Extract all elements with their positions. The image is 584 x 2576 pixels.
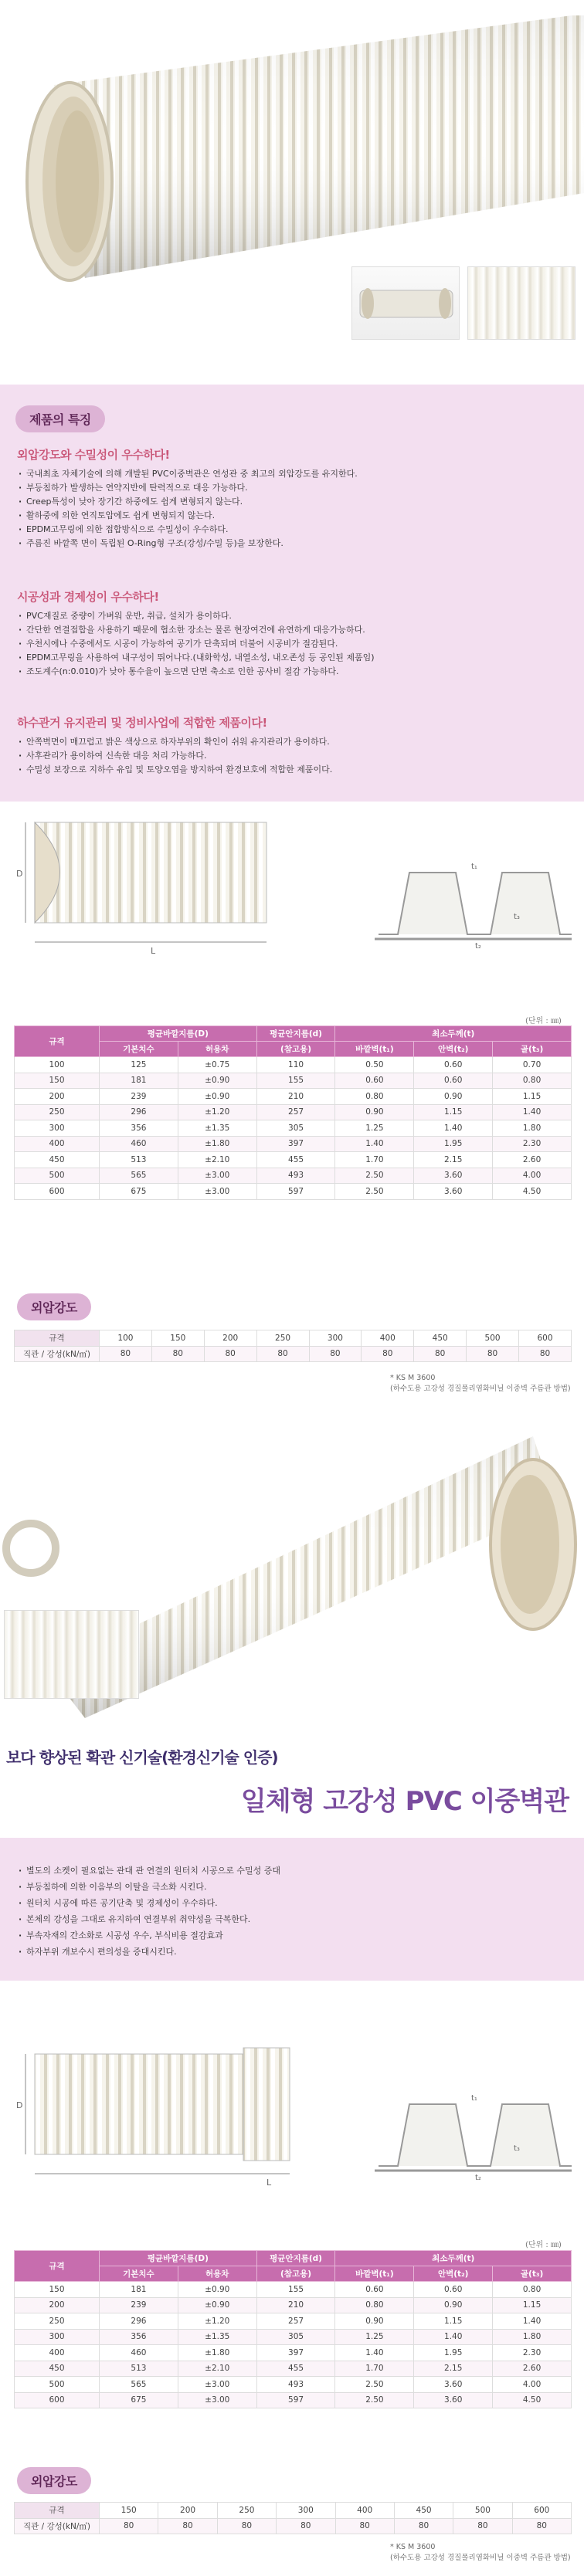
- table-cell: 0.60: [414, 2282, 493, 2298]
- strength-title-2: 외압강도: [17, 2467, 91, 2494]
- table-cell: 1.15: [493, 2297, 572, 2313]
- table-cell: 150: [151, 1330, 204, 1347]
- table-cell: 1.70: [335, 2361, 414, 2377]
- table-cell: 513: [100, 2361, 178, 2377]
- table-cell: 400: [362, 1330, 414, 1347]
- table-cell: 500: [15, 2377, 100, 2393]
- table-cell: 80: [335, 2518, 394, 2534]
- table-cell: 493: [256, 2377, 335, 2393]
- table-cell: ±0.90: [178, 1089, 256, 1105]
- table-cell: 80: [217, 2518, 276, 2534]
- table-cell: 80: [453, 2518, 512, 2534]
- table-cell: 1.70: [335, 1152, 414, 1168]
- table-cell: 356: [100, 2329, 178, 2345]
- table-cell: 1.40: [335, 1136, 414, 1152]
- table-cell: 2.50: [335, 2377, 414, 2393]
- table-cell: 600: [512, 2503, 571, 2519]
- col-t3: 골(t₃): [493, 1042, 572, 1057]
- col-inner-sub: (참고용): [256, 1042, 335, 1057]
- table-row: [15, 1089, 572, 1105]
- table-cell: 210: [256, 2297, 335, 2313]
- col-t2: 안벽(t₂): [414, 2266, 493, 2282]
- row-label: 규격: [15, 1330, 100, 1347]
- hero-pipe-image-2: [0, 1413, 584, 1722]
- col-t1: 바깥벽(t₁): [335, 1042, 414, 1057]
- table-cell: 0.80: [493, 1073, 572, 1089]
- table-row: [15, 1152, 572, 1168]
- table-cell: 250: [256, 1330, 309, 1347]
- table-cell: 2.15: [414, 1152, 493, 1168]
- table-cell: 597: [256, 1184, 335, 1200]
- table-cell: 500: [453, 2503, 512, 2519]
- table-cell: 397: [256, 1136, 335, 1152]
- table-cell: ±3.00: [178, 2377, 256, 2393]
- table-cell: 597: [256, 2392, 335, 2408]
- table-cell: ±1.35: [178, 1120, 256, 1137]
- diagram-label-l: L: [151, 946, 156, 956]
- table-cell: 2.50: [335, 1168, 414, 1184]
- table-cell: 4.00: [493, 2377, 572, 2393]
- table-cell: 257: [256, 1104, 335, 1120]
- table-cell: 0.80: [335, 1089, 414, 1105]
- section2-list: [17, 1863, 280, 1960]
- table-cell: 0.90: [414, 2297, 493, 2313]
- table-cell: 4.50: [493, 1184, 572, 1200]
- table-row: [15, 2377, 572, 2393]
- pipe-dimension-diagram: [12, 807, 313, 961]
- table-cell: 0.90: [335, 2313, 414, 2330]
- table-cell: 300: [277, 2503, 335, 2519]
- joint-photo-1: [351, 266, 460, 340]
- unit-label: (단위 : ㎜): [525, 1017, 562, 1025]
- col-base: 기본치수: [100, 2266, 178, 2282]
- table-cell: 1.15: [414, 2313, 493, 2330]
- table-cell: 565: [100, 2377, 178, 2393]
- table-cell: 675: [100, 1184, 178, 1200]
- table-cell: 80: [467, 1346, 519, 1362]
- col-inner: 평균안지름(d): [256, 1026, 335, 1042]
- table-cell: 181: [100, 1073, 178, 1089]
- feature-group-2: [17, 588, 375, 679]
- table-cell: 450: [15, 1152, 100, 1168]
- table-row: [15, 2361, 572, 2377]
- table-cell: 305: [256, 2329, 335, 2345]
- table-cell: 0.60: [335, 2282, 414, 2298]
- table-cell: 2.30: [493, 2345, 572, 2361]
- diagram-label-l: L: [267, 2178, 272, 2188]
- table-cell: 460: [100, 1136, 178, 1152]
- diagram-label-t2: t₂: [475, 942, 481, 950]
- table-cell: ±0.90: [178, 2297, 256, 2313]
- table-row: [15, 2329, 572, 2345]
- table-cell: ±2.10: [178, 1152, 256, 1168]
- list-item: · 국내최초 자체기술에 의해 개발된 PVC이중벽관은 연성관 중 최고의 외압강도를 유지한다.: [17, 467, 358, 481]
- standard-note-desc: (하수도용 고강성 경질폴리염화비닐 이중벽 주름관 방법): [390, 1385, 571, 1393]
- table-cell: 4.50: [493, 2392, 572, 2408]
- table-cell: 300: [309, 1330, 362, 1347]
- table-cell: 300: [15, 2329, 100, 2345]
- feature-group-1: [17, 446, 358, 551]
- list-item: · 안쪽벽면이 매끄럽고 밝은 색상으로 하자부위의 확인이 쉬워 유지관리가 용이하다.: [17, 735, 332, 749]
- table-cell: 455: [256, 2361, 335, 2377]
- wall-profile-diagram: [375, 857, 572, 950]
- table-cell: 257: [256, 2313, 335, 2330]
- table-cell: 1.25: [335, 1120, 414, 1137]
- table-cell: 150: [100, 2503, 158, 2519]
- table-cell: 500: [15, 1168, 100, 1184]
- table-cell: 2.60: [493, 1152, 572, 1168]
- list-item: · 부속자재의 간소화로 시공성 우수, 부식비용 절감효과: [17, 1927, 280, 1944]
- table-cell: 0.80: [493, 2282, 572, 2298]
- table-cell: 80: [414, 1346, 467, 1362]
- standard-note-desc: (하수도용 고강성 경질폴리염화비닐 이중벽 주름관 방법): [390, 2554, 571, 2562]
- col-t3: 골(t₃): [493, 2266, 572, 2282]
- table-cell: 356: [100, 1120, 178, 1137]
- table-cell: 80: [277, 2518, 335, 2534]
- table-cell: 200: [204, 1330, 256, 1347]
- table-cell: ±1.80: [178, 2345, 256, 2361]
- table-cell: 450: [15, 2361, 100, 2377]
- table-row: [15, 1104, 572, 1120]
- spec-table-1: [14, 1025, 572, 1200]
- table-cell: 80: [100, 1346, 152, 1362]
- section2-subtitle: 보다 향상된 확관 신기술(환경신기술 인증): [6, 1748, 278, 1767]
- table-cell: 80: [512, 2518, 571, 2534]
- table-cell: 300: [15, 1120, 100, 1137]
- table-cell: ±1.35: [178, 2329, 256, 2345]
- joint-photo-3: [4, 1610, 139, 1699]
- table-row: [15, 2297, 572, 2313]
- list-item: · 부등침하가 발생하는 연약지반에 탄력적으로 대응 가능하다.: [17, 481, 358, 495]
- feature-group-3: [17, 714, 332, 777]
- table-row: [15, 2313, 572, 2330]
- table-cell: 397: [256, 2345, 335, 2361]
- table-row: [15, 2392, 572, 2408]
- col-size: 규격: [15, 2251, 100, 2282]
- table-cell: 513: [100, 1152, 178, 1168]
- table-cell: 565: [100, 1168, 178, 1184]
- table-cell: 1.95: [414, 1136, 493, 1152]
- list-item: · 간단한 연결접합을 사용하기 때문에 협소한 장소는 물론 현장여건에 유연하게 대응가능하다.: [17, 623, 375, 637]
- table-cell: 80: [256, 1346, 309, 1362]
- table-cell: 3.60: [414, 2392, 493, 2408]
- table-cell: ±0.75: [178, 1057, 256, 1073]
- list-item: · EPDM고무링을 사용하여 내구성이 뛰어나다.(내화학성, 내열소성, 내오존성 등 공인된 제품임): [17, 651, 375, 665]
- section2-title: 일체형 고강성 PVC 이중벽관: [240, 1786, 569, 1817]
- table-cell: 250: [217, 2503, 276, 2519]
- table-cell: 2.60: [493, 2361, 572, 2377]
- table-cell: 1.80: [493, 1120, 572, 1137]
- col-thick: 최소두께(t): [335, 2251, 572, 2266]
- table-cell: 239: [100, 2297, 178, 2313]
- feature-heading: 외압강도와 수밀성이 우수하다!: [17, 448, 170, 462]
- table-cell: 80: [158, 2518, 217, 2534]
- table-cell: 0.90: [414, 1089, 493, 1105]
- table-cell: 155: [256, 2282, 335, 2298]
- table-cell: 0.50: [335, 1057, 414, 1073]
- diagram-label-d: D: [16, 2100, 23, 2110]
- table-cell: 80: [100, 2518, 158, 2534]
- table-row: [15, 2282, 572, 2298]
- list-item: · 우천시에나 수중에서도 시공이 가능하여 공기가 단축되며 더불어 시공비가 절감된다.: [17, 637, 375, 651]
- diagram-label-t1: t₁: [471, 863, 477, 871]
- table-cell: 3.60: [414, 2377, 493, 2393]
- table-cell: 305: [256, 1120, 335, 1137]
- table-cell: 80: [151, 1346, 204, 1362]
- list-item: · Creep특성이 낮아 장기간 하중에도 쉽게 변형되지 않는다.: [17, 495, 358, 509]
- col-t1: 바깥벽(t₁): [335, 2266, 414, 2282]
- table-cell: 600: [15, 2392, 100, 2408]
- table-cell: 296: [100, 2313, 178, 2330]
- diagram-label-t3: t₃: [514, 2144, 520, 2153]
- list-item: · 사후관리가 용이하여 신속한 대응 처리 가능하다.: [17, 749, 332, 763]
- table-cell: 150: [15, 1073, 100, 1089]
- table-cell: 600: [15, 1184, 100, 1200]
- col-outer: 평균바깥지름(D): [100, 1026, 257, 1042]
- pipe-dimension-diagram-2: [12, 2039, 313, 2193]
- col-thick: 최소두께(t): [335, 1026, 572, 1042]
- table-cell: 150: [15, 2282, 100, 2298]
- table-cell: 3.60: [414, 1168, 493, 1184]
- table-cell: 455: [256, 1152, 335, 1168]
- unit-label-2: (단위 : ㎜): [525, 2241, 562, 2249]
- diagram-label-t3: t₃: [514, 913, 520, 921]
- list-item: · 조도계수(n:0.010)가 낮아 통수율이 높으면 단면 축소로 인한 공사비 절감 가능하다.: [17, 665, 375, 679]
- table-cell: 155: [256, 1073, 335, 1089]
- table-cell: ±1.80: [178, 1136, 256, 1152]
- diagram-label-d: D: [16, 869, 23, 879]
- table-cell: 1.40: [493, 2313, 572, 2330]
- diagram-label-t1: t₁: [471, 2094, 477, 2103]
- strength-title: 외압강도: [17, 1293, 91, 1320]
- row-label: 직관 / 강성(kN/㎡): [15, 2518, 100, 2534]
- table-cell: 0.70: [493, 1057, 572, 1073]
- hero-pipe-image: [0, 0, 584, 378]
- table-cell: 1.40: [414, 2329, 493, 2345]
- table-cell: 4.00: [493, 1168, 572, 1184]
- list-item: · PVC재질로 중량이 가벼워 운반, 취급, 설치가 용이하다.: [17, 609, 375, 623]
- table-cell: 400: [15, 2345, 100, 2361]
- table-cell: 100: [15, 1057, 100, 1073]
- list-item: · 부등침하에 의한 이음부의 이탈을 극소화 시킨다.: [17, 1879, 280, 1895]
- standard-note: * KS M 3600: [390, 1374, 436, 1382]
- table-cell: 675: [100, 2392, 178, 2408]
- table-cell: 80: [309, 1346, 362, 1362]
- table-row: [15, 2345, 572, 2361]
- table-cell: 460: [100, 2345, 178, 2361]
- col-tol: 허용차: [178, 2266, 256, 2282]
- col-inner: 평균안지름(d): [256, 2251, 335, 2266]
- table-cell: 1.80: [493, 2329, 572, 2345]
- table-cell: 2.50: [335, 1184, 414, 1200]
- table-cell: 200: [158, 2503, 217, 2519]
- table-row: [15, 1057, 572, 1073]
- table-cell: 200: [15, 1089, 100, 1105]
- table-cell: 80: [519, 1346, 572, 1362]
- col-outer: 평균바깥지름(D): [100, 2251, 257, 2266]
- row-label: 규격: [15, 2503, 100, 2519]
- table-cell: 0.90: [335, 1104, 414, 1120]
- table-cell: 250: [15, 2313, 100, 2330]
- table-cell: 450: [414, 1330, 467, 1347]
- table-cell: ±0.90: [178, 2282, 256, 2298]
- table-row: [15, 1073, 572, 1089]
- table-cell: 450: [394, 2503, 453, 2519]
- list-item: · 원터치 시공에 따른 공기단축 및 경제성이 우수하다.: [17, 1895, 280, 1911]
- table-cell: 181: [100, 2282, 178, 2298]
- list-item: · 본체의 강성을 그대로 유지하여 연결부위 취약성을 극복한다.: [17, 1911, 280, 1927]
- table-cell: 250: [15, 1104, 100, 1120]
- feature-heading: 시공성과 경제성이 우수하다!: [17, 590, 159, 604]
- joint-photo-2: [467, 266, 576, 340]
- list-item: · 하자부위 개보수시 편의성을 증대시킨다.: [17, 1944, 280, 1960]
- table-cell: 80: [204, 1346, 256, 1362]
- col-tol: 허용차: [178, 1042, 256, 1057]
- table-row: [15, 1168, 572, 1184]
- col-t2: 안벽(t₂): [414, 1042, 493, 1057]
- table-cell: 0.80: [335, 2297, 414, 2313]
- table-cell: ±3.00: [178, 1184, 256, 1200]
- wall-profile-diagram-2: [375, 2089, 572, 2181]
- col-base: 기본치수: [100, 1042, 178, 1057]
- table-cell: 80: [394, 2518, 453, 2534]
- list-item: · 주름진 바깥쪽 면이 독립된 O-Ring형 구조(강성/수밀 등)을 보장한다.: [17, 537, 358, 551]
- strength-table-2: [14, 2502, 572, 2534]
- feature-heading: 하수관거 유지관리 및 정비사업에 적합한 제품이다!: [17, 716, 267, 730]
- table-cell: 0.60: [414, 1073, 493, 1089]
- table-cell: 2.50: [335, 2392, 414, 2408]
- table-cell: 600: [519, 1330, 572, 1347]
- table-cell: ±0.90: [178, 1073, 256, 1089]
- table-cell: 210: [256, 1089, 335, 1105]
- table-cell: ±1.20: [178, 2313, 256, 2330]
- table-cell: 110: [256, 1057, 335, 1073]
- strength-table-1: [14, 1330, 572, 1362]
- list-item: · 수밀성 보장으로 지하수 유입 및 토양오염을 방지하여 환경보호에 적합한 제품이다.: [17, 763, 332, 777]
- table-cell: 1.40: [493, 1104, 572, 1120]
- table-cell: 100: [100, 1330, 152, 1347]
- table-cell: 400: [335, 2503, 394, 2519]
- standard-note: * KS M 3600: [390, 2543, 436, 2551]
- table-cell: 493: [256, 1168, 335, 1184]
- table-cell: 1.25: [335, 2329, 414, 2345]
- table-row: [15, 1184, 572, 1200]
- list-item: · 활하중에 의한 연직토압에도 쉽게 변형되지 않는다.: [17, 509, 358, 523]
- table-cell: 500: [467, 1330, 519, 1347]
- table-cell: 1.15: [414, 1104, 493, 1120]
- table-cell: ±3.00: [178, 2392, 256, 2408]
- table-cell: 400: [15, 1136, 100, 1152]
- list-item: · 별도의 소켓이 필요없는 관대 관 연결의 원터치 시공으로 수밀성 증대: [17, 1863, 280, 1879]
- table-row: [15, 1120, 572, 1137]
- table-cell: ±3.00: [178, 1168, 256, 1184]
- table-cell: 1.40: [335, 2345, 414, 2361]
- diagram-label-t2: t₂: [475, 2174, 481, 2181]
- list-item: · EPDM고무링에 의한 접합방식으로 수밀성이 우수하다.: [17, 523, 358, 537]
- table-cell: 1.95: [414, 2345, 493, 2361]
- table-cell: 239: [100, 1089, 178, 1105]
- table-cell: 2.30: [493, 1136, 572, 1152]
- table-cell: 200: [15, 2297, 100, 2313]
- spec-table-2: [14, 2250, 572, 2408]
- table-cell: 0.60: [335, 1073, 414, 1089]
- table-cell: ±2.10: [178, 2361, 256, 2377]
- col-size: 규격: [15, 1026, 100, 1057]
- features-title: 제품의 특징: [15, 405, 105, 432]
- table-cell: 80: [362, 1346, 414, 1362]
- table-cell: 2.15: [414, 2361, 493, 2377]
- table-cell: 3.60: [414, 1184, 493, 1200]
- table-cell: 1.15: [493, 1089, 572, 1105]
- row-label: 직관 / 강성(kN/㎡): [15, 1346, 100, 1362]
- table-cell: ±1.20: [178, 1104, 256, 1120]
- table-row: [15, 1136, 572, 1152]
- table-cell: 1.40: [414, 1120, 493, 1137]
- table-cell: 296: [100, 1104, 178, 1120]
- table-cell: 125: [100, 1057, 178, 1073]
- col-inner-sub: (참고용): [256, 2266, 335, 2282]
- table-cell: 0.60: [414, 1057, 493, 1073]
